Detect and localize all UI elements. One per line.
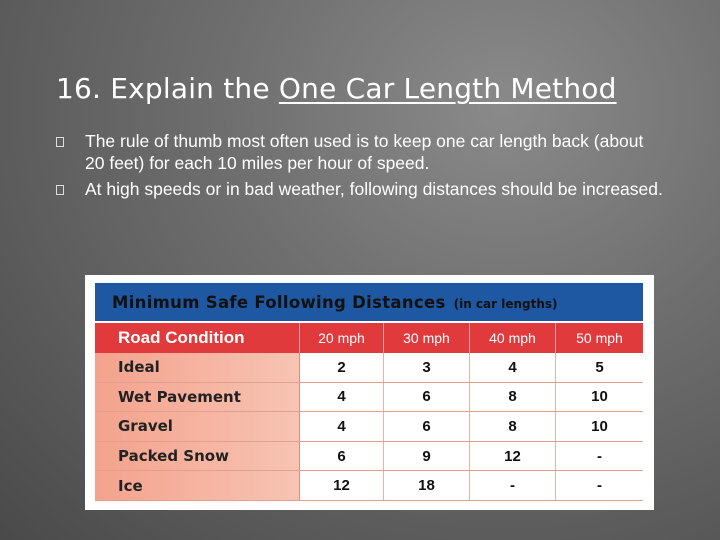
table-title: Minimum Safe Following Distances <box>112 292 446 312</box>
following-distance-table <box>85 275 654 510</box>
row-condition: Gravel <box>95 412 300 441</box>
table-cell: 18 <box>384 471 470 500</box>
bullet-list <box>56 130 666 204</box>
table-cell: 6 <box>300 442 384 471</box>
title-underlined: One Car Length Method <box>278 72 617 105</box>
table-inner <box>95 283 643 501</box>
bullet-item <box>56 130 666 174</box>
table-cell: 4 <box>470 353 556 382</box>
table-cell: - <box>556 442 643 471</box>
row-condition: Packed Snow <box>95 442 300 471</box>
column-header: 20 mph <box>300 323 384 353</box>
table-row <box>95 412 643 442</box>
table-row <box>95 353 643 383</box>
column-header: 30 mph <box>384 323 470 353</box>
table-cell: 8 <box>470 412 556 441</box>
square-bullet-icon <box>56 185 64 195</box>
table-cell: 6 <box>384 412 470 441</box>
table-cell: 10 <box>556 383 643 412</box>
table-row <box>95 442 643 472</box>
table-cell: 12 <box>470 442 556 471</box>
table-row <box>95 383 643 413</box>
table-cell: 6 <box>384 383 470 412</box>
bullet-item <box>56 178 666 200</box>
table-cell: 2 <box>300 353 384 382</box>
table-cell: 10 <box>556 412 643 441</box>
table-title-bar <box>95 283 643 321</box>
title-prefix: 16. Explain the <box>56 72 279 105</box>
column-header: 40 mph <box>470 323 556 353</box>
table-cell: 12 <box>300 471 384 500</box>
table-cell: - <box>556 471 643 500</box>
slide-title <box>56 72 617 105</box>
square-bullet-icon <box>56 137 64 147</box>
table-cell: - <box>470 471 556 500</box>
table-cell: 4 <box>300 383 384 412</box>
bullet-text: At high speeds or in bad weather, following distances should be increased. <box>85 179 663 199</box>
table-cell: 5 <box>556 353 643 382</box>
table-cell: 4 <box>300 412 384 441</box>
row-condition: Ice <box>95 471 300 500</box>
table-column-headers <box>95 323 643 353</box>
table-cell: 3 <box>384 353 470 382</box>
table-row <box>95 471 643 501</box>
row-condition: Wet Pavement <box>95 383 300 412</box>
row-condition: Ideal <box>95 353 300 382</box>
table-cell: 8 <box>470 383 556 412</box>
column-header: Road Condition <box>95 323 300 353</box>
bullet-text: The rule of thumb most often used is to keep one car length back (about 20 feet) for each 10 miles per hour of speed. <box>85 131 644 173</box>
table-subtitle: (in car lengths) <box>453 296 558 311</box>
column-header: 50 mph <box>576 330 623 346</box>
table-cell: 9 <box>384 442 470 471</box>
